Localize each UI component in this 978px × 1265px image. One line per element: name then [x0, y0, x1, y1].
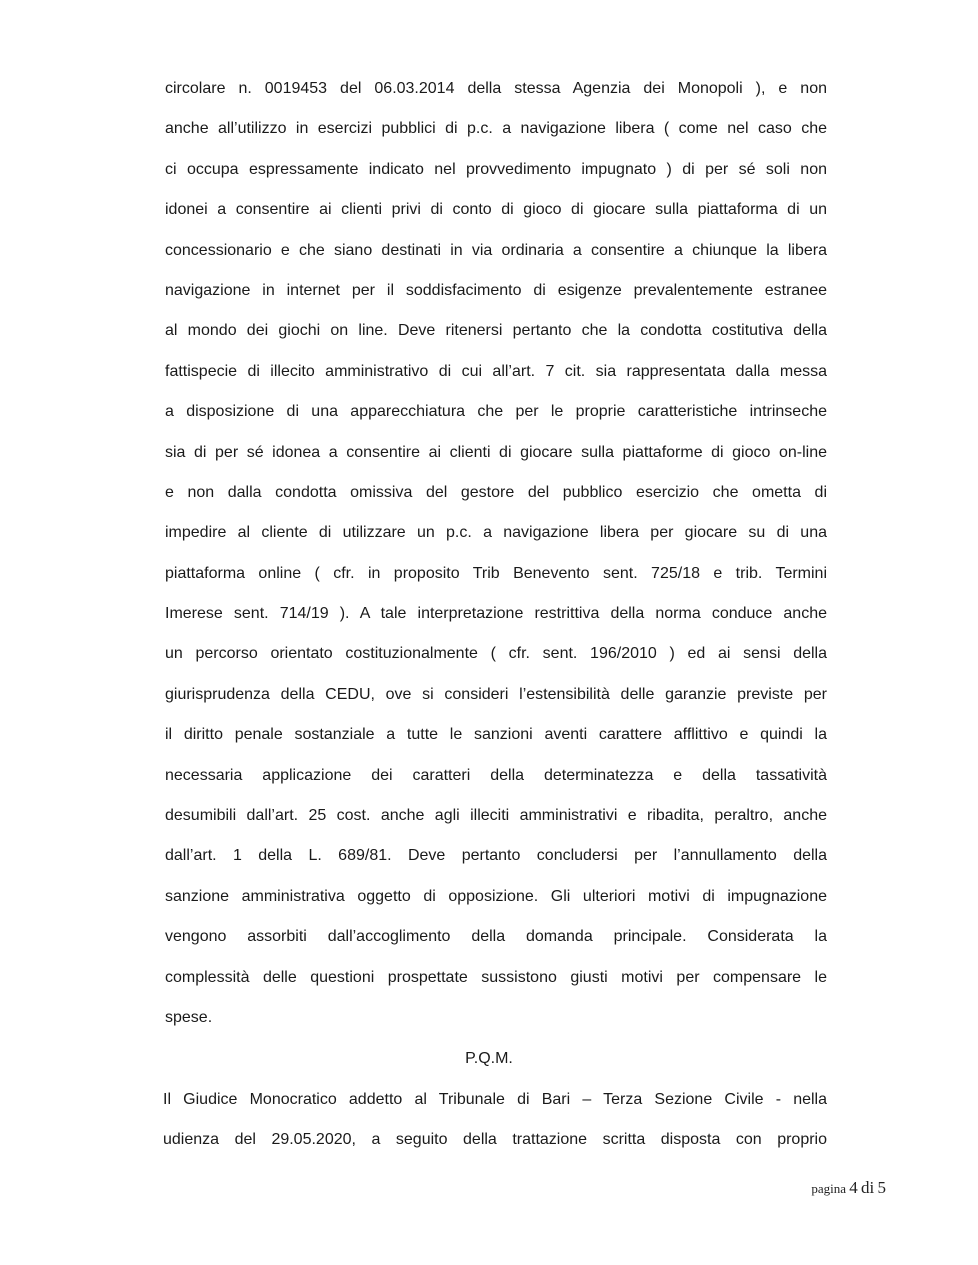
body-paragraph: [165, 73, 827, 1042]
text-line: sia di per sé idonea a consentire ai clienti di giocare sulla piattaforme di gioco on-line: [165, 443, 827, 461]
text-line: il diritto penale sostanziale a tutte le sanzioni aventi carattere afflittivo e quindi la: [165, 726, 827, 744]
text-line: ci occupa espressamente indicato nel provvedimento impugnato ) di per sé soli non: [165, 160, 827, 178]
text-line: e non dalla condotta omissiva del gestore del pubblico esercizio che ometta di: [165, 483, 827, 501]
text-line: desumibili dall’art. 25 cost. anche agli illeciti amministrativi e ribadita, peraltro, anche: [165, 807, 827, 825]
text-line: impedire al cliente di utilizzare un p.c. a navigazione libera per giocare su di una: [165, 524, 827, 542]
text-line: giurisprudenza della CEDU, ove si consideri l’estensibilità delle garanzie previste per: [165, 685, 827, 703]
text-line: un percorso orientato costituzionalmente ( cfr. sent. 196/2010 ) ed ai sensi della: [165, 645, 827, 663]
text-line: sanzione amministrativa oggetto di opposizione. Gli ulteriori motivi di impugnazione: [165, 887, 827, 905]
page-total: 5: [877, 1178, 886, 1197]
text-line: Imerese sent. 714/19 ). A tale interpretazione restrittiva della norma conduce anche: [165, 605, 827, 623]
page-footer: [811, 1178, 886, 1198]
text-line: fattispecie di illecito amministrativo di cui all’art. 7 cit. sia rappresentata dalla messa: [165, 362, 827, 380]
text-line: complessità delle questioni prospettate sussistono giusti motivi per compensare le: [165, 968, 827, 986]
text-line: circolare n. 0019453 del 06.03.2014 della stessa Agenzia dei Monopoli ), e non: [165, 80, 827, 97]
text-line: anche all’utilizzo in esercizi pubblici di p.c. a navigazione libera ( come nel caso che: [165, 120, 827, 138]
section-heading: P.Q.M.: [465, 1050, 513, 1067]
text-line: udienza del 29.05.2020, a seguito della trattazione scritta disposta con proprio: [163, 1131, 827, 1149]
text-line: necessaria applicazione dei caratteri della determinatezza e della tassatività: [165, 766, 827, 784]
text-line: dall’art. 1 della L. 689/81. Deve pertanto concludersi per l’annullamento della: [165, 847, 827, 865]
text-line: a disposizione di una apparecchiatura che per le proprie caratteristiche intrinseche: [165, 403, 827, 421]
footer-prefix: pagina: [811, 1181, 847, 1196]
footer-separator: di: [861, 1178, 875, 1197]
text-line: navigazione in internet per il soddisfacimento di esigenze prevalentemente estranee: [165, 281, 827, 299]
page-number: 4: [849, 1178, 858, 1197]
text-line: al mondo dei giochi on line. Deve ritenersi pertanto che la condotta costitutiva della: [165, 322, 827, 340]
text-line: idonei a consentire ai clienti privi di conto di gioco di giocare sulla piattaforma di un: [165, 201, 827, 219]
text-line: piattaforma online ( cfr. in proposito Trib Benevento sent. 725/18 e trib. Termini: [165, 564, 827, 582]
text-line: vengono assorbiti dall’accoglimento della domanda principale. Considerata la: [165, 928, 827, 946]
text-line: concessionario e che siano destinati in via ordinaria a consentire a chiunque la libera: [165, 241, 827, 259]
closing-paragraph: [163, 1084, 827, 1165]
text-line: spese.: [165, 1008, 213, 1026]
text-line: Il Giudice Monocratico addetto al Tribunale di Bari – Terza Sezione Civile - nella: [163, 1091, 827, 1108]
